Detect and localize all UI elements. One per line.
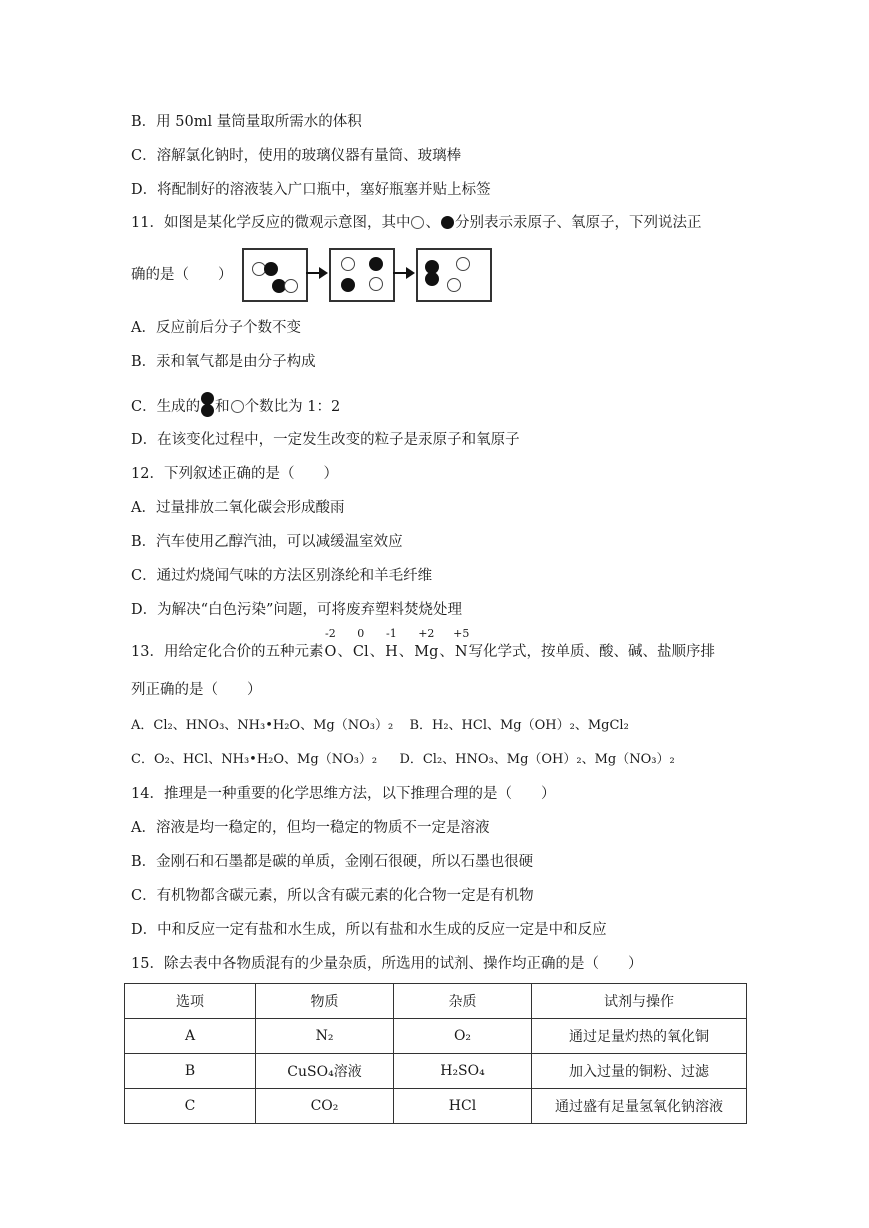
q11-stem-end: 确的是（ ） bbox=[131, 267, 233, 283]
table-cell: HCl bbox=[394, 1089, 532, 1124]
q11-option-c-part-1: C．生成的 bbox=[131, 399, 201, 415]
q13-options-ab bbox=[131, 716, 629, 736]
table-cell: 加入过量的铜粉、过滤 bbox=[532, 1054, 747, 1089]
q11-option-c-part-2: 和 bbox=[215, 399, 230, 415]
q13-option-c: C．O₂、HCl、NH₃•H₂O、Mg（NO₃）₂ bbox=[131, 752, 378, 767]
mercury-atom-icon bbox=[411, 216, 424, 229]
table-cell: A bbox=[125, 1019, 256, 1054]
element-nitrogen: +5 N bbox=[453, 627, 470, 660]
q13-option-d: D．Cl₂、HNO₃、Mg（OH）₂、Mg（NO₃）₂ bbox=[399, 752, 675, 767]
reactant-box bbox=[242, 248, 308, 302]
table-cell: 通过盛有足量氢氧化钠溶液 bbox=[532, 1089, 747, 1124]
element-magnesium: +2 Mg bbox=[414, 627, 439, 660]
q13-stem-end: 列正确的是（ ） bbox=[131, 682, 262, 698]
q12-option-b: B．汽车使用乙醇汽油，可以减缓温室效应 bbox=[131, 534, 403, 550]
q14-option-d: D．中和反应一定有盐和水生成，所以有盐和水生成的反应一定是中和反应 bbox=[131, 922, 607, 938]
table-cell: CO₂ bbox=[256, 1089, 394, 1124]
table-row bbox=[125, 1089, 747, 1124]
intermediate-box bbox=[329, 248, 395, 302]
q11-stem-part-2: 分别表示汞原子、氧原子，下列说法正 bbox=[454, 215, 702, 231]
q13-option-b: B．H₂、HCl、Mg（OH）₂、MgCl₂ bbox=[409, 718, 629, 733]
mercury-atom-icon bbox=[369, 277, 383, 291]
oxygen-molecule-icon bbox=[201, 392, 214, 418]
product-box bbox=[416, 248, 492, 302]
mercury-atom-icon bbox=[447, 278, 461, 292]
q11-option-c bbox=[131, 392, 340, 418]
table-cell: H₂SO₄ bbox=[394, 1054, 532, 1089]
mercury-atom-icon bbox=[456, 257, 470, 271]
q12-option-c: C．通过灼烧闻气味的方法区别涤纶和羊毛纤维 bbox=[131, 568, 433, 584]
header-impurity: 杂质 bbox=[394, 984, 532, 1019]
table-row bbox=[125, 1054, 747, 1089]
arrow-right-icon bbox=[392, 266, 416, 280]
q14-option-a: A．溶液是均一稳定的，但均一稳定的物质不一定是溶液 bbox=[131, 820, 490, 836]
q14-stem: 14．推理是一种重要的化学思维方法，以下推理合理的是（ ） bbox=[131, 786, 556, 802]
header-substance: 物质 bbox=[256, 984, 394, 1019]
q13-stem-part-1: 13．用给定化合价的五种元素 bbox=[131, 644, 324, 660]
q11-option-d: D．在该变化过程中，一定发生改变的粒子是汞原子和氧原子 bbox=[131, 432, 520, 448]
header-reagent: 试剂与操作 bbox=[532, 984, 747, 1019]
table-cell: 通过足量灼热的氧化铜 bbox=[532, 1019, 747, 1054]
oxygen-atom-icon bbox=[341, 278, 355, 292]
q11-option-c-part-3: 个数比为 1：2 bbox=[244, 399, 341, 415]
element-hydrogen: -1 H bbox=[385, 627, 398, 660]
oxygen-atom-icon bbox=[369, 257, 383, 271]
q12-stem: 12．下列叙述正确的是（ ） bbox=[131, 466, 338, 482]
q11-option-a: A．反应前后分子个数不变 bbox=[131, 320, 301, 336]
q12-option-a: A．过量排放二氧化碳会形成酸雨 bbox=[131, 500, 345, 516]
oxygen-atom-icon bbox=[425, 272, 439, 286]
table-row bbox=[125, 1019, 747, 1054]
q10-option-b: B．用 50ml 量筒量取所需水的体积 bbox=[131, 114, 362, 130]
arrow-right-icon bbox=[305, 266, 329, 280]
q11-stem bbox=[131, 213, 701, 233]
table-cell: B bbox=[125, 1054, 256, 1089]
element-chlorine: 0 Cl bbox=[352, 627, 369, 660]
q13-option-a: A．Cl₂、HNO₃、NH₃•H₂O、Mg（NO₃）₂ bbox=[131, 718, 394, 733]
q15-stem: 15．除去表中各物质混有的少量杂质，所选用的试剂、操作均正确的是（ ） bbox=[131, 956, 643, 972]
mercury-atom-icon bbox=[231, 400, 244, 413]
oxygen-atom-icon bbox=[264, 262, 278, 276]
table-cell: O₂ bbox=[394, 1019, 532, 1054]
mercury-atom-icon bbox=[284, 279, 298, 293]
q10-option-d: D．将配制好的溶液装入广口瓶中，塞好瓶塞并贴上标签 bbox=[131, 182, 491, 198]
table-cell: CuSO₄溶液 bbox=[256, 1054, 394, 1089]
header-option: 选项 bbox=[125, 984, 256, 1019]
q11-stem-separator: 、 bbox=[425, 215, 440, 231]
table-cell: N₂ bbox=[256, 1019, 394, 1054]
impurity-table bbox=[124, 983, 747, 1124]
q14-option-b: B．金刚石和石墨都是碳的单质，金刚石很硬，所以石墨也很硬 bbox=[131, 854, 534, 870]
q11-option-b: B．汞和氧气都是由分子构成 bbox=[131, 354, 316, 370]
q13-options-cd bbox=[131, 750, 675, 770]
table-cell: C bbox=[125, 1089, 256, 1124]
q13-stem-part-2: 写化学式，按单质、酸、碱、盐顺序排 bbox=[468, 644, 716, 660]
q14-option-c: C．有机物都含碳元素，所以含有碳元素的化合物一定是有机物 bbox=[131, 888, 534, 904]
oxygen-atom-icon bbox=[441, 216, 454, 229]
q13-stem: 13．用给定化合价的五种元素 -2 O、 0 Cl、 -1 H、 +2 Mg、 +5 N写化学式，按单质、酸、碱、盐顺序排 bbox=[131, 627, 716, 660]
table-header-row bbox=[125, 984, 747, 1019]
q10-option-c: C．溶解氯化钠时，使用的玻璃仪器有量筒、玻璃棒 bbox=[131, 148, 462, 164]
mercury-atom-icon bbox=[341, 257, 355, 271]
q11-stem-part-1: 11．如图是某化学反应的微观示意图，其中 bbox=[131, 215, 411, 231]
element-oxygen: -2 O bbox=[324, 627, 337, 660]
q12-option-d: D．为解决“白色污染”问题，可将废弃塑料焚烧处理 bbox=[131, 602, 462, 618]
